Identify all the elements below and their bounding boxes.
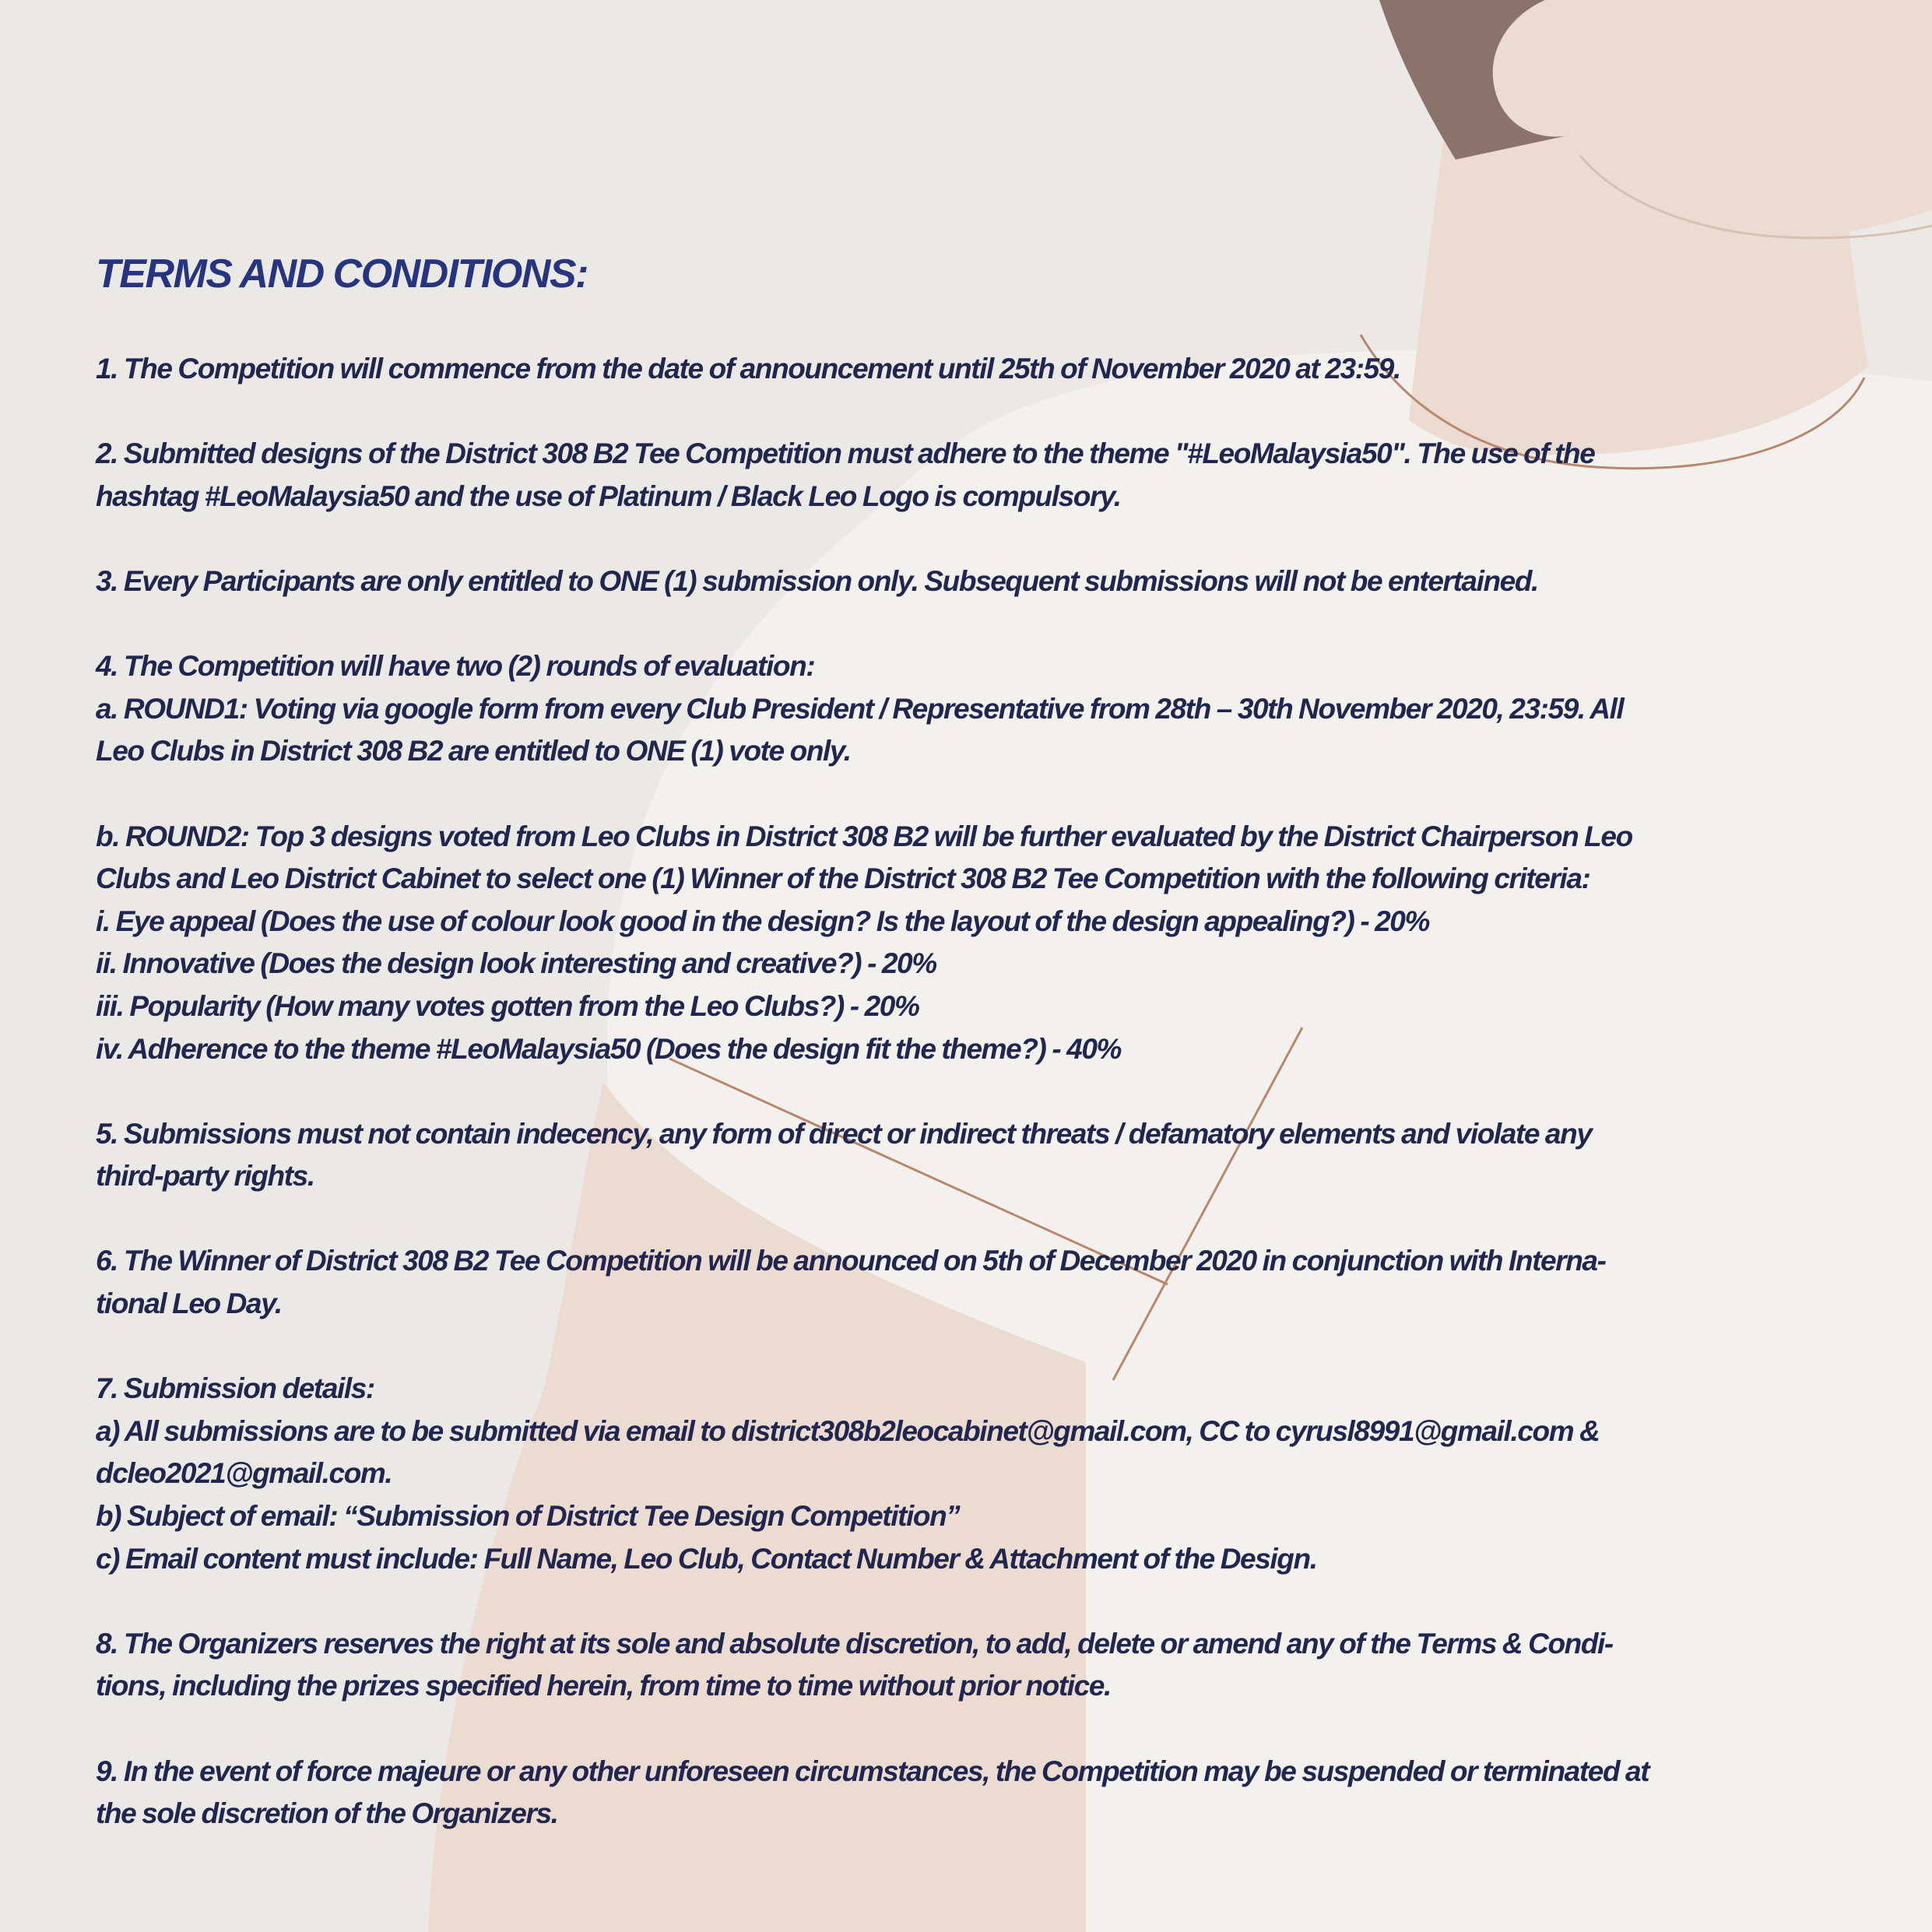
term-item-2 [96, 433, 1839, 518]
term-line: 8. The Organizers reserves the right at its sole and absolute discretion, to add, delete or amend any of the Terms & Condi- [96, 1627, 1613, 1660]
term-item-8 [96, 1368, 1839, 1580]
terms-list [96, 348, 1839, 1835]
term-item-10 [96, 1751, 1839, 1835]
term-item-4 [96, 645, 1839, 773]
term-line: ii. Innovative (Does the design look interesting and creative?) - 20% [96, 947, 936, 980]
term-line: dcleo2021@gmail.com. [96, 1457, 392, 1490]
term-line: i. Eye appeal (Does the use of colour look good in the design? Is the layout of the design appealing?) - 20% [96, 905, 1429, 937]
term-line: b) Subject of email: “Submission of District Tee Design Competition” [96, 1500, 960, 1533]
term-line: tional Leo Day. [96, 1287, 282, 1320]
terms-content [96, 243, 1839, 1835]
term-line: 5. Submissions must not contain indecency, any form of direct or indirect threats / defamatory elements and violate any [96, 1117, 1592, 1150]
term-line: a) All submissions are to be submitted via email to district308b2leocabinet@gmail.com, CC to cyrusl8991@gmail.com & [96, 1414, 1600, 1447]
term-line: 9. In the event of force majeure or any other unforeseen circumstances, the Competition may be suspended or terminated at [96, 1755, 1649, 1787]
terms-heading: TERMS AND CONDITIONS: [96, 251, 588, 297]
term-line: Leo Clubs in District 308 B2 are entitled to ONE (1) vote only. [96, 735, 851, 768]
term-item-9 [96, 1623, 1839, 1708]
term-line: Clubs and Leo District Cabinet to select one (1) Winner of the District 308 B2 Tee Competition with the following criteria: [96, 862, 1590, 895]
term-item-3 [96, 560, 1839, 603]
term-line: iv. Adherence to the theme #LeoMalaysia50 (Does the design fit the theme?) - 40% [96, 1032, 1122, 1065]
term-line: a. ROUND1: Voting via google form from every Club President / Representative from 28th – 30th November 2020, 23:59. All [96, 692, 1624, 725]
term-line: tions, including the prizes specified herein, from time to time without prior notice. [96, 1670, 1111, 1702]
term-line: 1. The Competition will commence from the date of announcement until 25th of November 2020 at 23:59. [96, 353, 1400, 385]
term-line: 3. Every Participants are only entitled to ONE (1) submission only. Subsequent submissions will not be entertained. [96, 564, 1538, 597]
term-item-7 [96, 1240, 1839, 1325]
term-line: 7. Submission details: [96, 1372, 374, 1405]
term-item-5 [96, 816, 1839, 1071]
term-line: hashtag #LeoMalaysia50 and the use of Platinum / Black Leo Logo is compulsory. [96, 479, 1121, 512]
term-item-6 [96, 1113, 1839, 1198]
term-item-1 [96, 348, 1839, 391]
term-line: 4. The Competition will have two (2) rounds of evaluation: [96, 650, 815, 683]
term-line: b. ROUND2: Top 3 designs voted from Leo Clubs in District 308 B2 will be further evaluated by the District Chairperson Leo [96, 820, 1632, 852]
term-line: third-party rights. [96, 1160, 314, 1193]
term-line: 2. Submitted designs of the District 308 B2 Tee Competition must adhere to the theme "#LeoMalaysia50". The use of the [96, 437, 1595, 470]
term-line: c) Email content must include: Full Name, Leo Club, Contact Number & Attachment of the Design. [96, 1542, 1317, 1575]
term-line: iii. Popularity (How many votes gotten from the Leo Clubs?) - 20% [96, 989, 919, 1022]
term-line: 6. The Winner of District 308 B2 Tee Competition will be announced on 5th of December 2020 in conjunction with Interna- [96, 1245, 1606, 1277]
term-line: the sole discretion of the Organizers. [96, 1797, 558, 1830]
